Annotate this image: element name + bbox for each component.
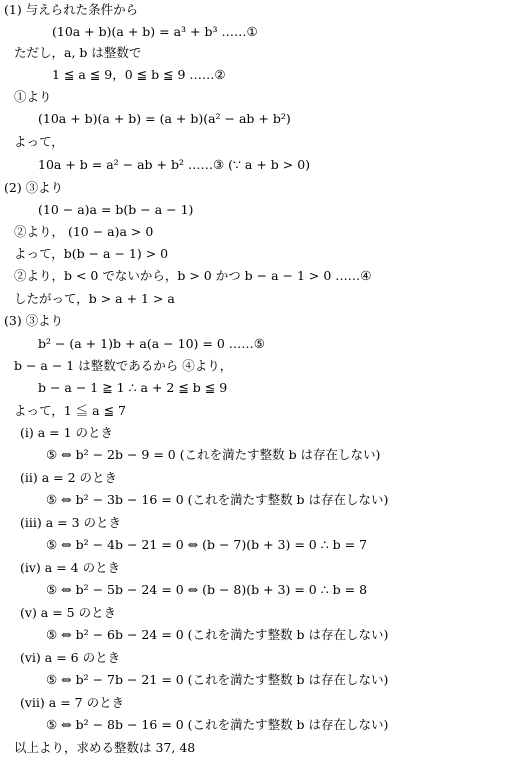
case-7-heading: (ⅶ) a = 7 のとき bbox=[20, 695, 125, 710]
case-3-equation: ⑤ ⇔ b² − 4b − 21 = 0 ⇔ (b − 7)(b + 3) = 0 ∴ b = 7 bbox=[46, 537, 368, 552]
case-2-equation: ⑤ ⇔ b² − 3b − 16 = 0 (これを満たす整数 b は存在しない) bbox=[46, 492, 389, 507]
bound-inequality: b − a − 1 ≧ 1 ∴ a + 2 ≦ b ≦ 9 bbox=[38, 380, 228, 395]
part-2-heading: (2) ③より bbox=[4, 180, 64, 195]
range-of-a: よって，1 ≦ a ≦ 7 bbox=[14, 403, 126, 418]
case-1-heading: (ⅰ) a = 1 のとき bbox=[20, 425, 114, 440]
case-7-equation: ⑤ ⇔ b² − 8b − 16 = 0 (これを満たす整数 b は存在しない) bbox=[46, 717, 389, 732]
therefore-text: よって， bbox=[14, 134, 64, 149]
rearranged-equation: (10 − a)a = b(b − a − 1) bbox=[38, 202, 194, 217]
equation-3: 10a + b = a² − ab + b² ……③ (∵ a + b > 0) bbox=[38, 157, 311, 172]
case-6-equation: ⑤ ⇔ b² − 7b − 21 = 0 (これを満たす整数 b は存在しない) bbox=[46, 672, 389, 687]
final-answer: 以上より，求める整数は 37, 48 bbox=[14, 740, 196, 755]
part-1-heading: (1) 与えられた条件から bbox=[4, 2, 139, 17]
case-4-heading: (ⅳ) a = 4 のとき bbox=[20, 560, 121, 575]
case-5-equation: ⑤ ⇔ b² − 6b − 24 = 0 (これを満たす整数 b は存在しない) bbox=[46, 627, 389, 642]
case-6-heading: (ⅵ) a = 6 のとき bbox=[20, 650, 121, 665]
therefore-product-positive: よって，b(b − a − 1) > 0 bbox=[14, 246, 169, 261]
equation-2: 1 ≦ a ≦ 9，0 ≦ b ≦ 9 ……② bbox=[52, 67, 226, 82]
part-3-heading: (3) ③より bbox=[4, 313, 64, 328]
integer-text: b − a − 1 は整数であるから ④より， bbox=[14, 358, 233, 373]
case-5-heading: (ⅴ) a = 5 のとき bbox=[20, 605, 117, 620]
factorization: (10a + b)(a + b) = (a + b)(a² − ab + b²) bbox=[38, 111, 291, 126]
case-4-equation: ⑤ ⇔ b² − 5b − 24 = 0 ⇔ (b − 8)(b + 3) = 0 ∴ b = 8 bbox=[46, 582, 368, 597]
equation-1: (10a + b)(a + b) = a³ + b³ ……① bbox=[52, 24, 258, 39]
case-3-heading: (ⅲ) a = 3 のとき bbox=[20, 515, 122, 530]
condition-text: ただし，a, b は整数で bbox=[14, 45, 142, 60]
case-1-equation: ⑤ ⇔ b² − 2b − 9 = 0 (これを満たす整数 b は存在しない) bbox=[46, 447, 381, 462]
case-2-heading: (ⅱ) a = 2 のとき bbox=[20, 470, 118, 485]
equation-5: b² − (a + 1)b + a(a − 10) = 0 ……⑤ bbox=[38, 336, 265, 351]
from-2-positive: ②より， (10 − a)a > 0 bbox=[14, 224, 154, 239]
inequality-4: ②より，b < 0 でないから，b > 0 かつ b − a − 1 > 0 ……④ bbox=[14, 268, 372, 283]
from-1-text: ①より bbox=[14, 89, 52, 104]
conclusion-part-2: したがって，b > a + 1 > a bbox=[14, 291, 175, 306]
